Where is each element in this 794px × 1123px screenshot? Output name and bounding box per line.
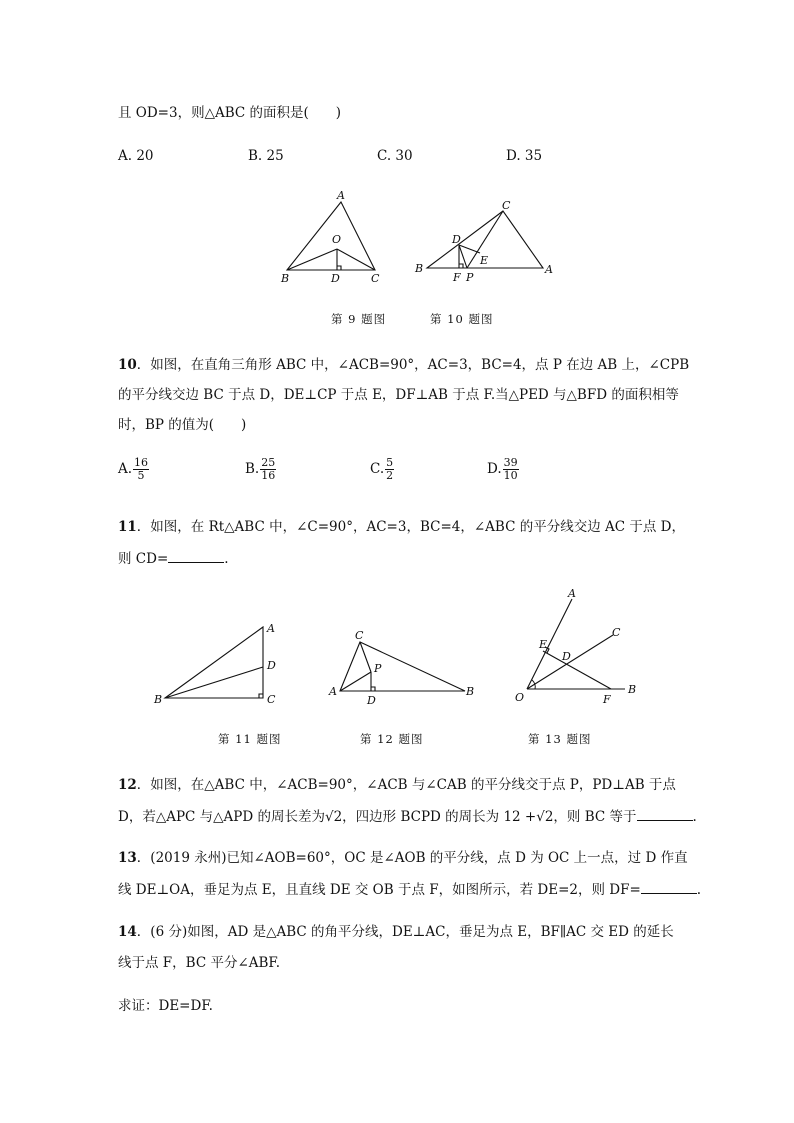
q10-option-b-fraction [260,457,276,482]
fig10-label-d: D [452,233,461,246]
q10-option-a-fraction [133,457,149,482]
q9-option-c: C. 30 [377,148,413,164]
fig13-label-c: C [612,626,621,639]
fig11-label-b: B [154,693,163,706]
fig10-label-c: C [502,199,511,212]
q10-line-2: 的平分线交边 BC 于点 D，DE⊥CP 于点 E，DF⊥AB 于点 F.当△PED 与△BFD 的面积相等 [118,387,679,403]
q14-proof-statement: 求证：DE=DF. [118,998,213,1014]
fig10-label-b: B [415,262,424,275]
q10-option-a-num: 16 [134,456,149,469]
fig12-label-a: A [329,685,337,698]
q13-line-2 [118,879,701,900]
q10-option-c [370,457,394,482]
fig10-label-f: F [453,271,461,284]
fig10-segment-de [459,245,480,253]
fig12-label-b: B [466,685,475,698]
q11-line-1-text: ．如图，在 Rt△ABC 中，∠C=90°，AC=3，BC=4，∠ABC 的平分线交边 AC 于点 D， [136,519,685,535]
fig9-triangle-abc [287,202,375,270]
fig13-label-e: E [539,638,548,651]
q13-answer-blank[interactable] [641,879,697,894]
q14-line-2: 线于点 F，BC 平分∠ABF. [118,955,280,971]
q10-option-c-letter: C. [370,461,385,477]
q10-option-d-num: 39 [503,456,518,469]
fig12-label-d: D [367,694,376,707]
figure-9 [270,185,390,290]
q12-line-1-text: ．如图，在△ABC 中，∠ACB=90°，∠ACB 与∠CAB 的平分线交于点 P，PD⊥AB 于点 [136,777,676,793]
q10-option-b [245,457,276,482]
fig10-label-e: E [480,254,489,267]
fig13-label-f: F [603,693,611,705]
fig11-label-d: D [267,659,276,672]
fig10-label-a: A [545,263,553,276]
figure-12 [325,627,480,709]
fig10-label-p: P [466,271,474,284]
fig11-triangle-abc [165,627,263,698]
q10-option-d [487,457,519,482]
q10-option-d-fraction [503,457,519,482]
q10-option-a [118,457,149,482]
q11-line-2-text: 则 CD= [118,551,169,567]
q10-option-c-num: 5 [386,456,394,469]
fig9-label-c: C [371,272,380,285]
fig13-line-ef [543,651,611,689]
q10-option-a-den: 5 [137,469,145,482]
fig12-label-p: P [374,662,382,675]
fig11-caption: 第 11 题图 [218,732,282,746]
q13-number: 13 [118,850,137,866]
q11-line-2-end: . [224,551,229,567]
q10-option-a-letter: A. [118,461,133,477]
fig12-caption: 第 12 题图 [360,732,424,746]
q12-line-1 [118,775,676,795]
q12-line-2 [118,806,697,827]
fig9-label-b: B [281,272,290,285]
q9-option-b: B. 25 [248,148,284,164]
fig11-label-a: A [267,622,275,635]
q10-option-b-den: 16 [261,469,276,482]
fig13-label-d: D [562,650,571,663]
figure-11 [150,615,285,710]
fig10-right-angle-mark [459,264,463,268]
figure-13 [505,585,645,705]
fig13-caption: 第 13 题图 [528,732,592,746]
q10-line-1-text: ．如图，在直角三角形 ABC 中，∠ACB=90°，AC=3，BC=4，点 P 在边 AB 上，∠CPB [136,357,690,373]
fig11-right-angle-mark [259,694,263,698]
fig9-label-o: O [332,233,342,246]
fig12-segment-ap [340,672,371,691]
q11-line-1 [118,517,685,537]
q13-line-2-text: 线 DE⊥OA，垂足为点 E，且直线 DE 交 OB 于点 F，如图所示，若 DE=2，则 DF= [118,882,641,898]
q13-line-1-text: ．(2019 永州)已知∠AOB=60°，OC 是∠AOB 的平分线，点 D 为 OC 上一点，过 D 作直 [136,850,688,866]
fig9-right-angle-mark [337,266,341,270]
q10-option-c-den: 2 [386,469,394,482]
q11-number: 11 [118,519,137,535]
q12-line-2-end: . [692,809,697,825]
q10-option-d-letter: D. [487,461,502,477]
q10-option-d-den: 10 [503,469,518,482]
q10-line-3: 时，BP 的值为( ) [118,417,247,433]
q11-answer-blank[interactable] [168,548,224,563]
fig9-caption: 第 9 题图 [331,312,387,326]
q13-line-1 [118,848,688,868]
q12-number: 12 [118,777,137,793]
q9-option-d: D. 35 [506,148,543,164]
q13-line-2-end: . [696,882,702,898]
q12-line-2-text: D，若△APC 与△APD 的周长差为√2，四边形 BCPD 的周长为 12 +√2，则 BC 等于 [118,809,637,825]
q9-option-a: A. 20 [118,148,154,164]
q10-option-b-num: 25 [261,456,276,469]
q9-text: 且 OD=3，则△ABC 的面积是( ) [118,105,342,121]
fig13-label-o: O [515,691,525,704]
q10-number: 10 [118,357,137,373]
fig12-right-angle-mark [371,687,375,691]
q10-line-1 [118,355,689,375]
fig9-label-d: D [331,272,340,285]
q11-line-2 [118,548,229,569]
fig10-caption: 第 10 题图 [430,312,494,326]
fig12-triangle-abc [340,642,465,691]
fig12-label-c: C [355,629,364,642]
q14-line-1-text: ．(6 分)如图，AD 是△ABC 的角平分线，DE⊥AC，垂足为点 E，BF∥AC 交 ED 的延长 [136,924,674,940]
fig11-segment-bd [165,667,263,698]
fig9-label-a: A [337,189,345,202]
fig13-label-a: A [568,587,576,600]
q12-answer-blank[interactable] [637,806,693,821]
q14-line-1 [118,922,674,942]
fig13-label-b: B [628,683,637,696]
figure-10 [405,195,565,290]
q10-option-b-letter: B. [245,461,260,477]
fig11-label-c: C [267,693,276,706]
q10-option-c-fraction [385,457,394,482]
q14-number: 14 [118,924,137,940]
fig9-segment-ob [287,249,337,270]
